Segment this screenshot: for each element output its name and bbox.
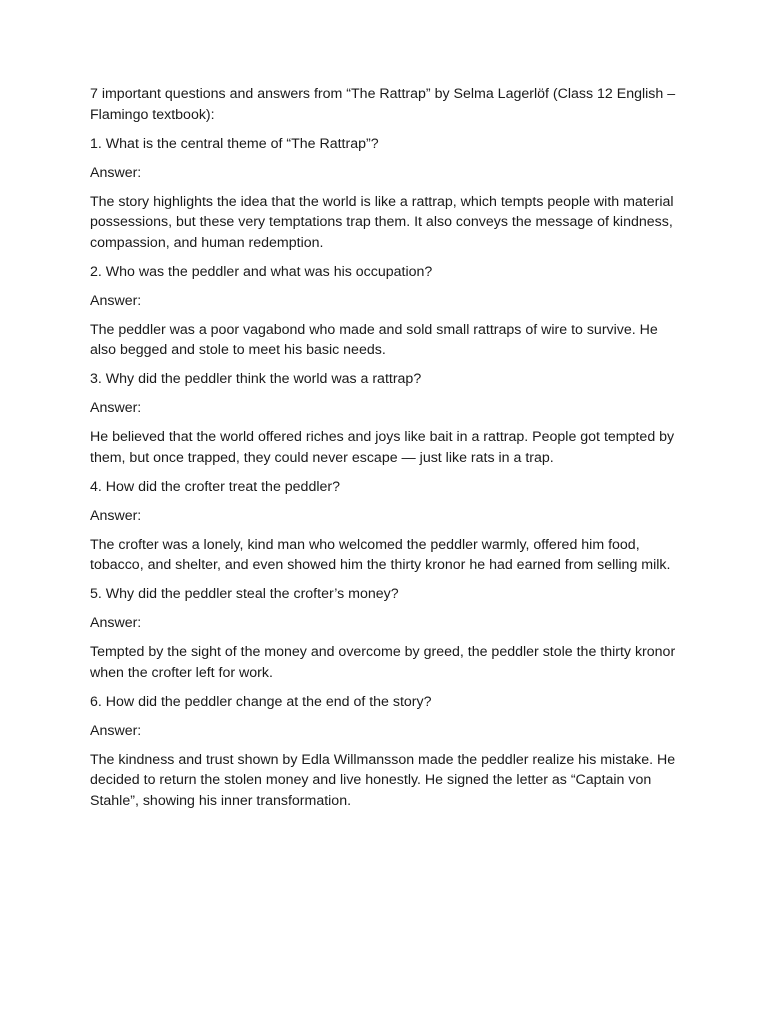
qa-item-4	[90, 477, 680, 576]
question-6: 6. How did the peddler change at the end of the story?	[90, 693, 432, 710]
question-1: 1. What is the central theme of “The Rattrap”?	[90, 135, 379, 152]
answer-label-1: Answer:	[90, 164, 142, 181]
question-5: 5. Why did the peddler steal the crofter’s money?	[90, 586, 399, 602]
question-4: 4. How did the crofter treat the peddler?	[90, 478, 340, 495]
answer-label-5: Answer:	[90, 615, 142, 631]
answer-2: The peddler was a poor vagabond who made and sold small rattraps of wire to survive. He also begged and stole to meet his basic needs.	[90, 321, 658, 358]
qa-item-1	[90, 134, 680, 254]
answer-label-4: Answer:	[90, 507, 142, 524]
answer-label-3: Answer:	[90, 400, 142, 416]
answer-3: He believed that the world offered riches and joys like bait in a rattrap. People got tempted by them, but once trapped, they could never escape — just like rats in a trap.	[90, 429, 675, 466]
qa-item-3	[90, 369, 680, 468]
answer-4: The crofter was a lonely, kind man who welcomed the peddler warmly, offered him food, tobacco, and shelter, and even showed him the thirty kronor he had earned from selling milk.	[90, 536, 671, 573]
answer-6: The kindness and trust shown by Edla Willmansson made the peddler realize his mistake. He decided to return the stolen money and live honestly. He signed the letter as “Captain von Stahle”, showing his inner transformation.	[90, 751, 676, 809]
answer-5: Tempted by the sight of the money and overcome by greed, the peddler stole the thirty kronor when the crofter left for work.	[90, 644, 676, 681]
intro-text: 7 important questions and answers from “The Rattrap” by Selma Lagerlöf (Class 12 English – Flamingo textbook):	[90, 86, 676, 123]
document-page	[90, 84, 680, 820]
question-2: 2. Who was the peddler and what was his occupation?	[90, 263, 433, 280]
answer-1: The story highlights the idea that the world is like a rattrap, which tempts people with material possessions, but these very temptations trap them. It also conveys the message of kindness, compassion, and human redemption.	[90, 193, 674, 251]
qa-item-2	[90, 262, 680, 361]
question-3: 3. Why did the peddler think the world was a rattrap?	[90, 371, 422, 387]
qa-item-6	[90, 692, 680, 812]
answer-label-6: Answer:	[90, 722, 142, 739]
qa-item-5	[90, 584, 680, 683]
answer-label-2: Answer:	[90, 292, 142, 309]
